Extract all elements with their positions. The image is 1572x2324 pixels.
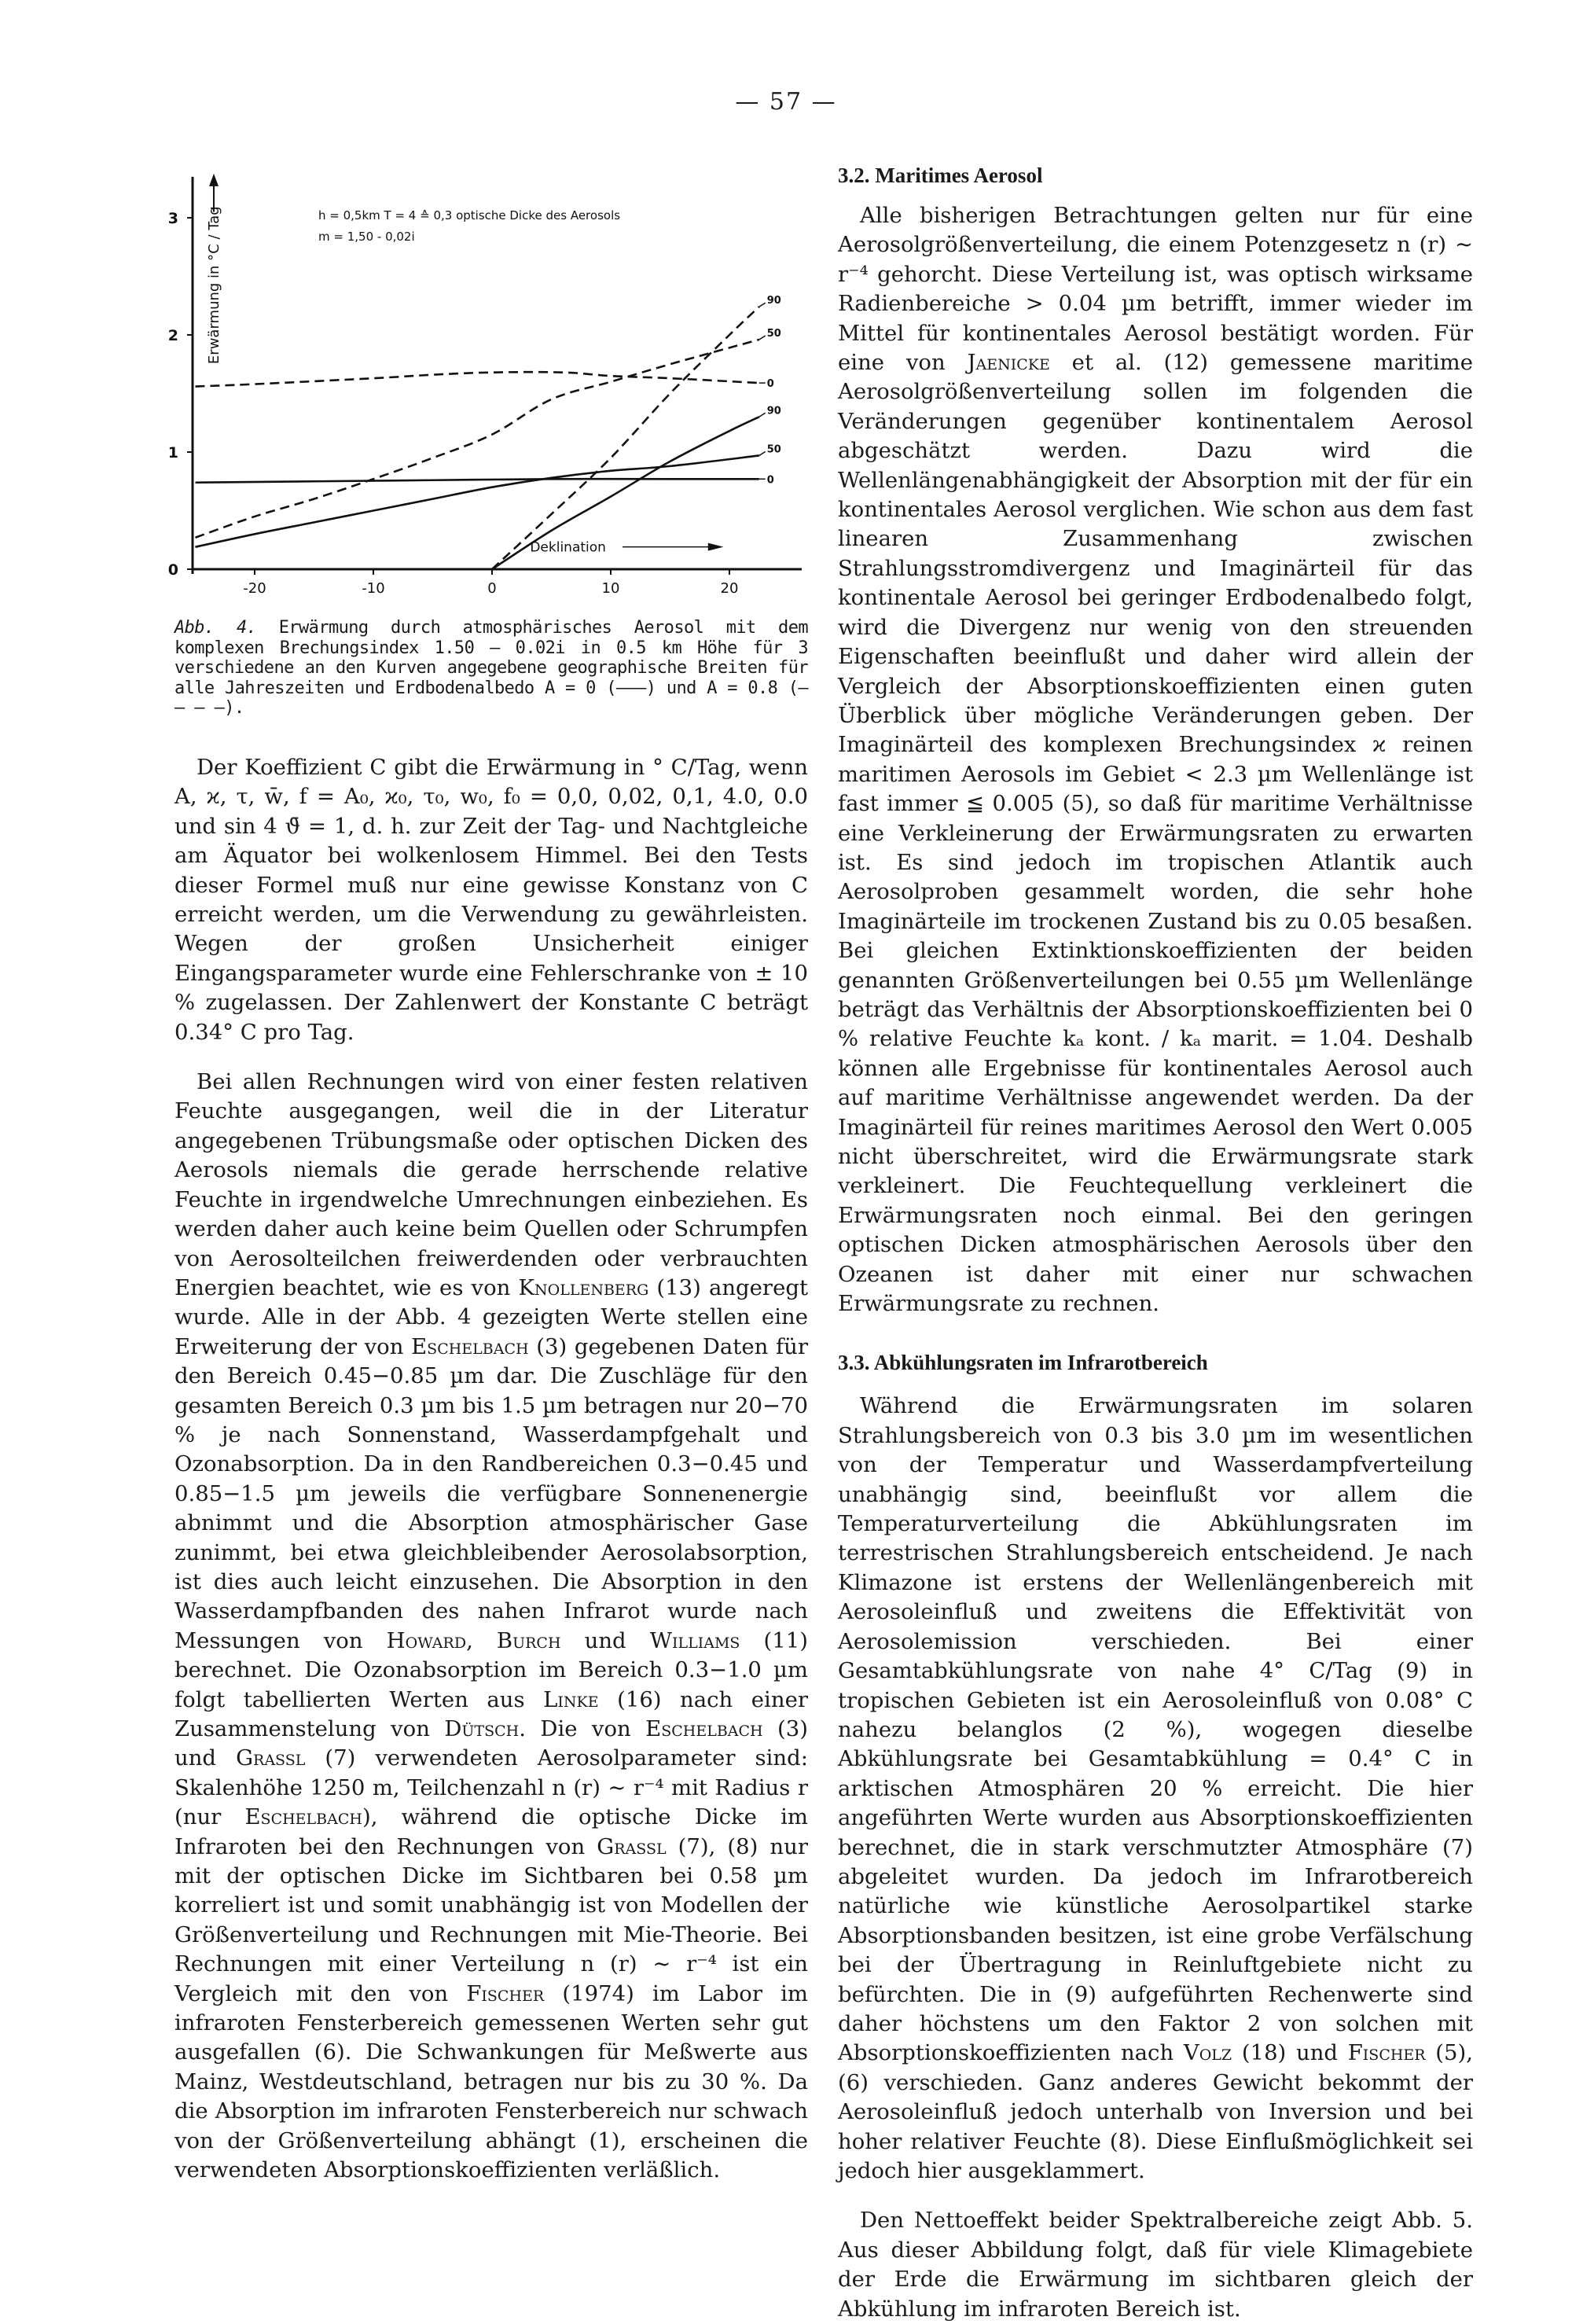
author-volz: Volz — [1183, 2040, 1232, 2066]
x-tick-label: 20 — [720, 580, 739, 597]
series-end-label: 90 — [766, 405, 781, 417]
x-tick-label: -10 — [362, 580, 385, 597]
author-knollenberg: Knollenberg — [518, 1274, 649, 1300]
series-line — [196, 455, 759, 546]
author-eschelbach: Eschelbach — [244, 1804, 362, 1830]
author-williams: Williams — [649, 1627, 740, 1653]
paragraph-maritime-aerosol: Alle bisherigen Betrachtungen gelten nur für eine Aerosolgrößenverteilung, die einem Potenzgesetz n (r) ∼ r⁻⁴ gehorcht. Diese Verteilung ist, was optisch wirksame Radienbereiche > 0.04 µm betrifft, immer wieder im Mittel für kontinentales Aerosol bestätigt worden. Für eine von Jaenicke et al. (12) gemessene maritime Aerosolgrößenverteilung sollen im folgenden die Veränderungen gegenüber kontinentalem Aerosol abgeschätzt werden. Dazu wird die Wellenlängenabhängigkeit der Absorption mit der für ein kontinentales Aerosol verglichen. Wie schon aus dem fast linearen Zusammenhang zwischen Strahlungsstromdivergenz und Imaginärteil für das kontinentale Aerosol bei geringer Erdbodenalbedo folgt, wird die Divergenz nur wenig von den streuenden Eigenschaften beeinflußt und daher wird allein der Vergleich der Absorptionskoeffizienten einen guten Überblick über mögliche Veränderungen geben. Der Imaginärteil des komplexen Brechungsindex ϰ reinen maritimen Aerosols im Gebiet < 2.3 µm Wellenlänge ist fast immer ≦ 0.005 (5), so daß für maritime Verhältnisse eine Verkleinerung der Erwärmungsraten zu erwarten ist. Es sind jedoch im tropischen Atlantik auch Aerosolproben gesammelt worden, die sehr hohe Imaginärteile im trockenen Zustand bis zu 0.05 besaßen. Bei gleichen Extinktionskoeffizienten der beiden genannten Größenverteilungen bei 0.55 µm Wellenlänge beträgt das Verhältnis der Absorptionskoeffizienten bei 0 % relative Feuchte kₐ kont. / kₐ marit. = 1.04. Deshalb können alle Ergebnisse für kontinentales Aerosol auch auf maritime Verhältnisse angewendet werden. Da der Imaginärteil für reines maritimes Aerosol den Wert 0.005 nicht überschreitet, wird die Erwärmungsrate stark verkleinert. Die Feuchtequellung verkleinert die Erwärmungsraten noch einmal. Bei den geringen optischen Dicken atmosphärischen Aerosols über den Ozeanen ist daher mit einer nur schwachen Erwärmungsrate zu rechnen. — [838, 203, 1473, 1317]
series-end-label: 90 — [766, 295, 781, 307]
section-heading-3-3: 3.3. Abkühlungsraten im Infrarotbereich — [838, 1351, 1208, 1375]
y-axis-arrow-icon — [209, 174, 219, 186]
caption-label: Abb. 4. — [174, 618, 257, 638]
caption-text: Erwärmung durch atmosphärisches Aerosol mit dem komplexen Brechungsindex 1.50 — 0.02i in 0.5 km Höhe für 3 verschiedene an den Kurven angegebene geographische Breiten für alle Jahreszeiten und Erdbodenalbedo A = 0 (———) und A = 0.8 (— — — —). — [174, 618, 808, 718]
y-tick-label: 0 — [167, 561, 178, 579]
figure-4-chart — [157, 157, 810, 629]
y-tick-label: 1 — [167, 444, 178, 461]
y-axis-label: Erwärmung in °C / Tag — [206, 206, 222, 365]
paragraph-net-effect: Den Nettoeffekt beider Spektralbereiche zeigt Abb. 5. Aus dieser Abbildung folgt, daß für viele Klimagebiete der Erde die Erwärmung im sichtbaren gleich der Abkühlung im infraroten Bereich ist. — [838, 2208, 1473, 2322]
author-burch: Burch — [496, 1627, 561, 1653]
y-tick-label: 2 — [167, 327, 178, 344]
page-number: — 57 — — [735, 88, 837, 116]
paragraph-calculations: Bei allen Rechnungen wird von einer festen relativen Feuchte ausgegangen, weil die in der Literatur angegebenen Trübungsmaße oder optischen Dicken des Aerosols niemals die gerade herrschende relative Feuchte in irgendwelche Umrechnungen einbeziehen. Es werden daher auch keine beim Quellen oder Schrumpfen von Aerosolteilchen freiwerdenden oder verbrauchten Energien beachtet, wie es von Knollenberg (13) angeregt wurde. Alle in der Abb. 4 gezeigten Werte stellen eine Erweiterung der von Eschelbach (3) gegebenen Daten für den Bereich 0.45−0.85 µm dar. Die Zuschläge für den gesamten Bereich 0.3 µm bis 1.5 µm betragen nur 20−70 % je nach Sonnenstand, Wasserdampfgehalt und Ozonabsorption. Da in den Randbereichen 0.3−0.45 und 0.85−1.5 µm jeweils die verfügbare Sonnenenergie abnimmt und die Absorption atmosphärischer Gase zunimmt, bei etwa gleichbleibender Aerosolabsorption, ist dies auch leicht einzusehen. Die Absorption in den Wasserdampfbanden des nahen Infrarot wurde nach Messungen von Howard, Burch und Williams (11) berechnet. Die Ozonabsorption im Bereich 0.3−1.0 µm folgt tabellierten Werten aus Linke (16) nach einer Zusammenstelung von Dütsch. Die von Eschelbach (3) und Grassl (7) verwendeten Aerosolparameter sind: Skalenhöhe 1250 m, Teilchenzahl n (r) ∼ r⁻⁴ mit Radius r (nur Eschelbach), während die optische Dicke im Infraroten bei den Rechnungen von Grassl (7), (8) nur mit der optischen Dicke im Sichtbaren bei 0.58 µm korreliert ist und somit unabhängig ist von Modellen der Größenverteilung und Rechnungen mit Mie-Theorie. Bei Rechnungen mit einer Verteilung n (r) ∼ r⁻⁴ ist ein Vergleich mit den von Fischer (1974) im Labor im infraroten Fensterbereich gemessenen Werten sehr gut ausgefallen (6). Die Schwankungen für Meßwerte aus Mainz, Westdeutschland, betragen nur bis zu 30 %. Da die Absorption im infraroten Fensterbereich nur schwach von der Größenverteilung abhängt (1), erscheinen die verwendeten Absorptionskoeffizienten verläßlich. — [174, 1069, 809, 2183]
paragraph-cooling-rates: Während die Erwärmungsraten im solaren Strahlungsbereich von 0.3 bis 3.0 µm im wesentlichen von der Temperatur und Wasserdampfverteilung unabhängig sind, beeinflußt vor allem die Temperaturverteilung die Abkühlungsraten im terrestrischen Strahlungsbereich entscheidend. Je nach Klimazone ist erstens der Wellenlängenbereich mit Aerosoleinfluß und zweitens die Effektivität von Aerosolemission verschieden. Bei einer Gesamtabkühlungsrate von nahe 4° C/Tag (9) in tropischen Gebieten ist ein Aerosoleinfluß von 0.08° C nahezu belanglos (2 %), wogegen dieselbe Abkühlungsrate bei Gesamtabkühlung = 0.4° C in arktischen Atmosphären 20 % erreicht. Die hier angeführten Werte wurden aus Absorptionskoeffizienten berechnet, die in stark verschmutzter Atmosphäre (7) abgeleitet wurden. Da jedoch im Infrarotbereich natürliche wie künstliche Aerosolpartikel starke Absorptionsbanden besitzen, ist eine grobe Verfälschung bei der Übertragung in Reinluftgebiete nicht zu befürchten. Die in (9) aufgeführten Rechenwerte sind daher höchstens um den Faktor 2 von solchen mit Absorptionskoeffizienten nach Volz (18) und Fischer (5), (6) verschieden. Ganz anderes Gewicht bekommt der Aerosoleinfluß jedoch unterhalb von Inversion und bei hoher relativer Feuchte (8). Diese Einflußmöglichkeit sei jedoch hier ausgeklammert. — [838, 1393, 1474, 2183]
x-tick-label: -20 — [243, 580, 266, 597]
author-howard: Howard — [386, 1627, 467, 1653]
series-line — [196, 340, 759, 538]
series-line — [196, 372, 759, 386]
author-grassl: Grassl — [236, 1745, 306, 1771]
right-column — [838, 161, 1473, 2324]
line-chart — [157, 157, 810, 629]
figure-caption — [174, 618, 808, 719]
author-grassl: Grassl — [597, 1833, 667, 1859]
x-tick-label: 10 — [601, 580, 620, 597]
series-end-label: 50 — [766, 327, 781, 340]
author-fischer: Fischer — [466, 1980, 545, 2006]
chart-annotation: h = 0,5km T = 4 ≙ 0,3 optische Dicke des Aerosols — [318, 208, 621, 222]
author-eschelbach: Eschelbach — [645, 1716, 763, 1741]
left-column — [174, 753, 808, 2186]
x-tick-label: 0 — [487, 580, 497, 597]
author-jaenicke: Jaenicke — [967, 350, 1050, 376]
x-axis-label: Deklination — [530, 539, 606, 556]
chart-annotation: m = 1,50 - 0,02i — [318, 229, 415, 244]
author-eschelbach: Eschelbach — [411, 1333, 529, 1359]
x-axis-arrow-icon — [708, 543, 724, 551]
section-heading-3-2: 3.2. Maritimes Aerosol — [838, 164, 1043, 187]
paragraph-coefficient: Der Koeffizient C gibt die Erwärmung in ° C/Tag, wenn A, ϰ, τ, w̄, f = A₀, ϰ₀, τ₀, w₀, f₀ = 0,0, 0,02, 0,1, 4.0, 0.0 und sin 4 ϑ̄ = 1, d. h. zur Zeit der Tag- und Nachtgleiche am Äquator bei wolkenlosem Himmel. Bei den Tests dieser Formel muß nur eine gewisse Konstanz von C erreicht werden, um die Verwendung zu gewährleisten. Wegen der großen Unsicherheit einiger Eingangsparameter wurde eine Fehlerschranke von ± 10 % zugelassen. Der Zahlenwert der Konstante C beträgt 0.34° C pro Tag. — [174, 755, 808, 1045]
series-end-label: 0 — [766, 474, 774, 487]
author-dutsch: Dütsch — [444, 1716, 520, 1741]
series-line — [492, 307, 759, 569]
author-fischer: Fischer — [1347, 2040, 1426, 2066]
y-tick-label: 3 — [167, 210, 178, 227]
author-linke: Linke — [543, 1686, 599, 1712]
series-end-label: 50 — [766, 443, 781, 456]
series-end-label: 0 — [766, 378, 774, 391]
series-line — [196, 479, 759, 483]
